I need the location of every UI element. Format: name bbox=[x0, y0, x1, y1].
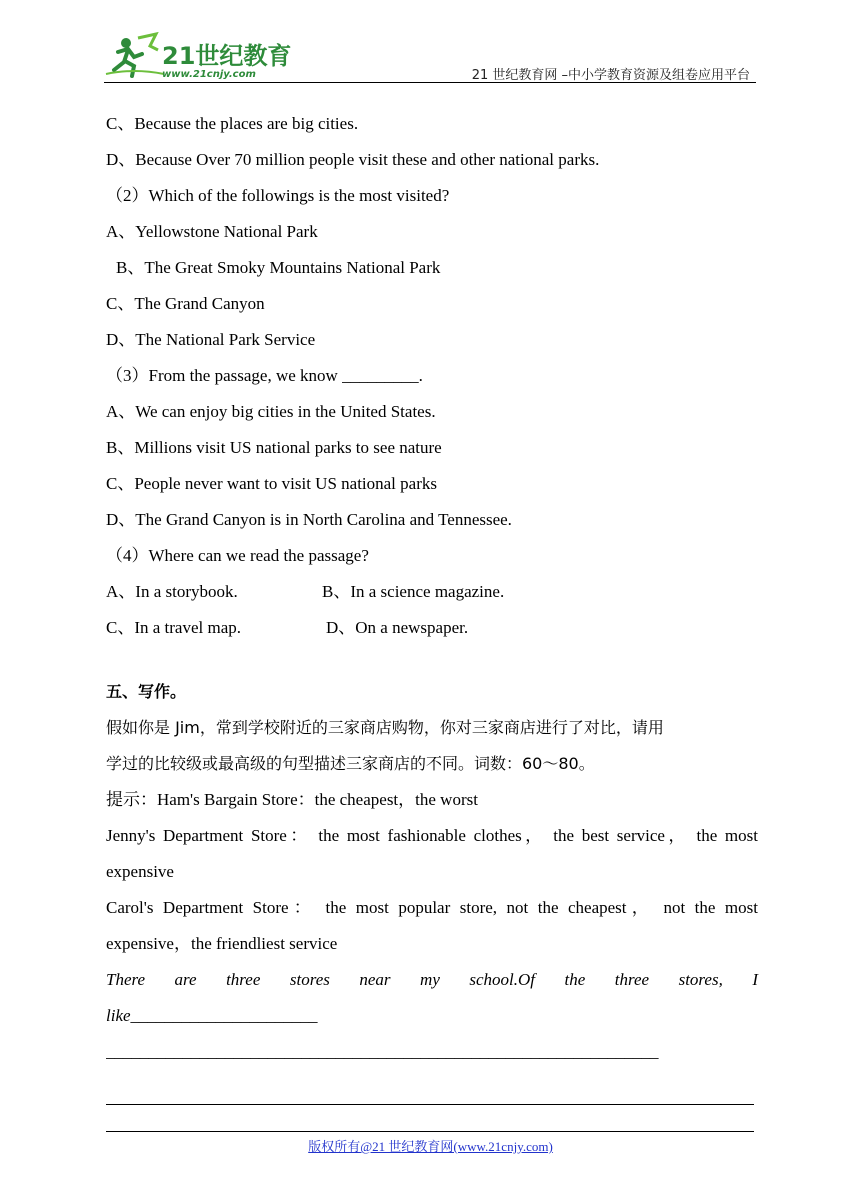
question-1-option-d: D、Because Over 70 million people visit these and other national parks. bbox=[106, 150, 600, 169]
question-4-option-d: D、On a newspaper. bbox=[326, 618, 469, 637]
question-3-stem: （3）From the passage, we know _________. bbox=[106, 366, 423, 385]
footer-copyright[interactable]: 版权所有@21 世纪教育网(www.21cnjy.com) bbox=[308, 1139, 553, 1154]
question-2-option-d: D、The National Park Service bbox=[106, 330, 316, 349]
question-2-stem: （2）Which of the followings is the most visited? bbox=[106, 186, 450, 205]
writing-blank-line[interactable]: _________________________________________________________________ bbox=[106, 1042, 659, 1061]
question-2-option-a: A、Yellowstone National Park bbox=[106, 222, 318, 241]
writing-hint-3: Carol's Department Store： the most popular store, not the cheapest， not the most bbox=[106, 898, 758, 917]
header-divider bbox=[104, 82, 756, 83]
writing-starter: There are three stores near my school.Of the three stores, I bbox=[106, 970, 758, 989]
writing-hint-3-cont: expensive，the friendliest service bbox=[106, 934, 338, 953]
document-body bbox=[106, 106, 758, 1070]
question-3-option-d: D、The Grand Canyon is in North Carolina and Tennessee. bbox=[106, 510, 512, 529]
question-1-option-c: C、Because the places are big cities. bbox=[106, 114, 359, 133]
header-site-title: 21 世纪教育网 –中小学教育资源及组卷应用平台 bbox=[471, 68, 750, 83]
question-3-option-c: C、People never want to visit US national parks bbox=[106, 474, 437, 493]
writing-hint-1: 提示：Ham's Bargain Store：the cheapest，the worst bbox=[106, 790, 478, 809]
writing-prompt-line-1: 假如你是 Jim，常到学校附近的三家商店购物，你对三家商店进行了对比，请用 bbox=[106, 718, 664, 737]
question-4-option-b: B、In a science magazine. bbox=[322, 582, 505, 601]
question-4-stem: （4）Where can we read the passage? bbox=[106, 546, 369, 565]
page-header bbox=[104, 30, 756, 84]
question-3-option-a: A、We can enjoy big cities in the United States. bbox=[106, 402, 436, 421]
writing-hint-2: Jenny's Department Store： the most fashionable clothes， the best service， the most bbox=[106, 826, 758, 845]
answer-line[interactable] bbox=[106, 1104, 754, 1105]
answer-line[interactable] bbox=[106, 1131, 754, 1132]
question-3-option-b: B、Millions visit US national parks to see nature bbox=[106, 438, 442, 457]
question-4-option-a: A、In a storybook. bbox=[106, 582, 238, 601]
question-2-option-b: B、The Great Smoky Mountains National Park bbox=[116, 258, 441, 277]
writing-starter-cont: like______________________ bbox=[106, 1006, 318, 1025]
svg-text:www.21cnjy.com: www.21cnjy.com bbox=[162, 69, 256, 80]
svg-text:21世纪教育: 21世纪教育 bbox=[162, 42, 292, 70]
logo bbox=[104, 30, 304, 84]
question-4-option-c: C、In a travel map. bbox=[106, 618, 242, 637]
writing-section-title: 五、写作。 bbox=[106, 682, 187, 701]
runner-logo-icon bbox=[106, 34, 164, 76]
question-4-options-cd bbox=[106, 610, 758, 646]
writing-hint-2-cont: expensive bbox=[106, 862, 174, 881]
writing-prompt-line-2: 学过的比较级或最高级的句型描述三家商店的不同。词数：60～80。 bbox=[106, 754, 595, 773]
question-2-option-c: C、The Grand Canyon bbox=[106, 294, 265, 313]
question-4-options-ab bbox=[106, 574, 758, 610]
